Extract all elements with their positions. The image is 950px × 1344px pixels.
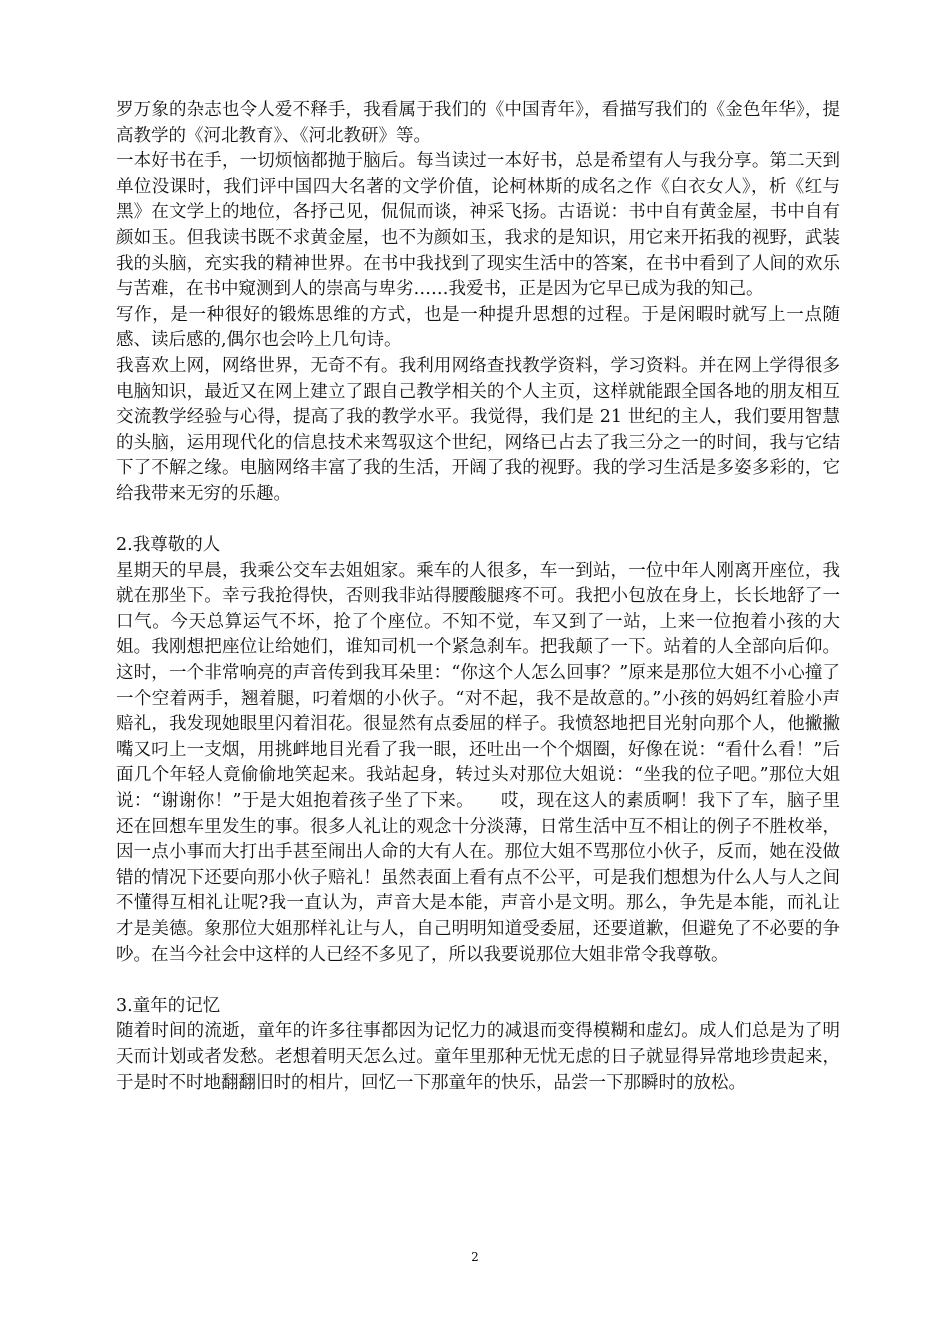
paragraph-bus-story: 星期天的早晨，我乘公交车去姐姐家。乘车的人很多，车一到站，一位中年人刚离开座位，我就在那坐下。幸亏我抢得快，否则我非站得腰酸腿疼不可。我把小包放在身上，长长地舒了一口气。今天总算运气不坏，抢了个座位。不知不觉，车又到了一站，上来一位抱着小孩的大姐。我刚想把座位让给她们，谁知司机一个紧急刹车。把我颠了一下。站着的人全部向后仰。这时，一个非常响亮的声音传到我耳朵里：“你这个人怎么回事？”原来是那位大姐不小心撞了一个空着两手，翘着腿，叼着烟的小伙子。“对不起，我不是故意的。”小孩的妈妈红着脸小声赔礼，我发现她眼里闪着泪花。很显然有点委屈的样子。我愤怒地把目光射向那个人，他撇撇嘴又叼上一支烟，用挑衅地目光看了我一眼，还吐出一个个烟圈，好像在说：“看什么看！”后面几个年轻人竟偷偷地笑起来。我站起身，转过头对那位大姐说：“坐我的位子吧。”那位大姐说：“谢谢你！”于是大姐抱着孩子坐了下来。 哎，现在这人的素质啊！我下了车，脑子里还在回想车里发生的事。很多人礼让的观念十分淡薄，日常生活中互不相让的例子不胜枚举，因一点小事而大打出手甚至闹出人命的大有人在。那位大姐不骂那位小伙子，反而，她在没做错的情况下还要向那小伙子赔礼！虽然表面上看有点不公平，可是我们想想为什么人与人之间不懂得互相礼让呢?我一直认为，声音大是本能，声音小是文明。那么，争先是本能，而礼让才是美德。象那位大姐那样礼让与人，自己明明知道受委屈，还要道歉，但避免了不必要的争吵。在当今社会中这样的人已经不多见了，所以我要说那位大姐非常令我尊敬。 [116,560,840,965]
paragraph-reading: 一本好书在手，一切烦恼都抛于脑后。每当读过一本好书，总是希望有人与我分享。第二天到单位没课时，我们评中国四大名著的文学价值，论柯林斯的成名之作《白衣女人》，析《红与黑》在文学上的地位，各抒己见，侃侃而谈，神采飞扬。古语说：书中自有黄金屋，书中自有颜如玉。但我读书既不求黄金屋，也不为颜如玉，我求的是知识，用它来开拓我的视野，武装我的头脑，充实我的精神世界。在书中我找到了现实生活中的答案，在书中看到了人间的欢乐与苦难，在书中窥测到人的崇高与卑劣……我爱书，正是因为它早已成为我的知己。 [116,151,840,300]
section-spacer [116,508,840,534]
paragraph-childhood: 随着时间的流逝，童年的许多往事都因为记忆力的减退而变得模糊和虚幻。成人们总是为了明天而计划或者发愁。老想着明天怎么过。童年里那种无忧无虑的日子就显得异常地珍贵起来，于是时不时地翻翻旧时的相片，回忆一下那童年的快乐，品尝一下那瞬时的放松。 [116,1021,840,1093]
section-spacer [116,968,840,994]
paragraph-writing: 写作，是一种很好的锻炼思维的方式，也是一种提升思想的过程。于是闲暇时就写上一点随感、读后感的,偶尔也会吟上几句诗。 [116,304,840,351]
section-heading-childhood-memory: 3.童年的记忆 [116,995,221,1016]
page-number: 2 [471,1250,479,1264]
document-body [116,98,840,1096]
paragraph-internet: 我喜欢上网，网络世界，无奇不有。我利用网络查找教学资料，学习资料。并在网上学得很多电脑知识，最近又在网上建立了跟自己教学相关的个人主页，这样就能跟全国各地的朋友相互交流教学经验与心得，提高了我的教学水平。我觉得，我们是 21 世纪的主人，我们要用智慧的头脑，运用现代化的信息技术来驾驭这个世纪，网络已占去了我三分之一的时间，我与它结下了不解之缘。电脑网络丰富了我的生活，开阔了我的视野。我的学习生活是多姿多彩的，它给我带来无穷的乐趣。 [116,355,840,504]
paragraph-magazines: 罗万象的杂志也令人爱不释手，我看属于我们的《中国青年》，看描写我们的《金色年华》，提高教学的《河北教育》、《河北教研》等。 [116,100,840,146]
section-heading-respected-person: 2.我尊敬的人 [116,535,221,556]
